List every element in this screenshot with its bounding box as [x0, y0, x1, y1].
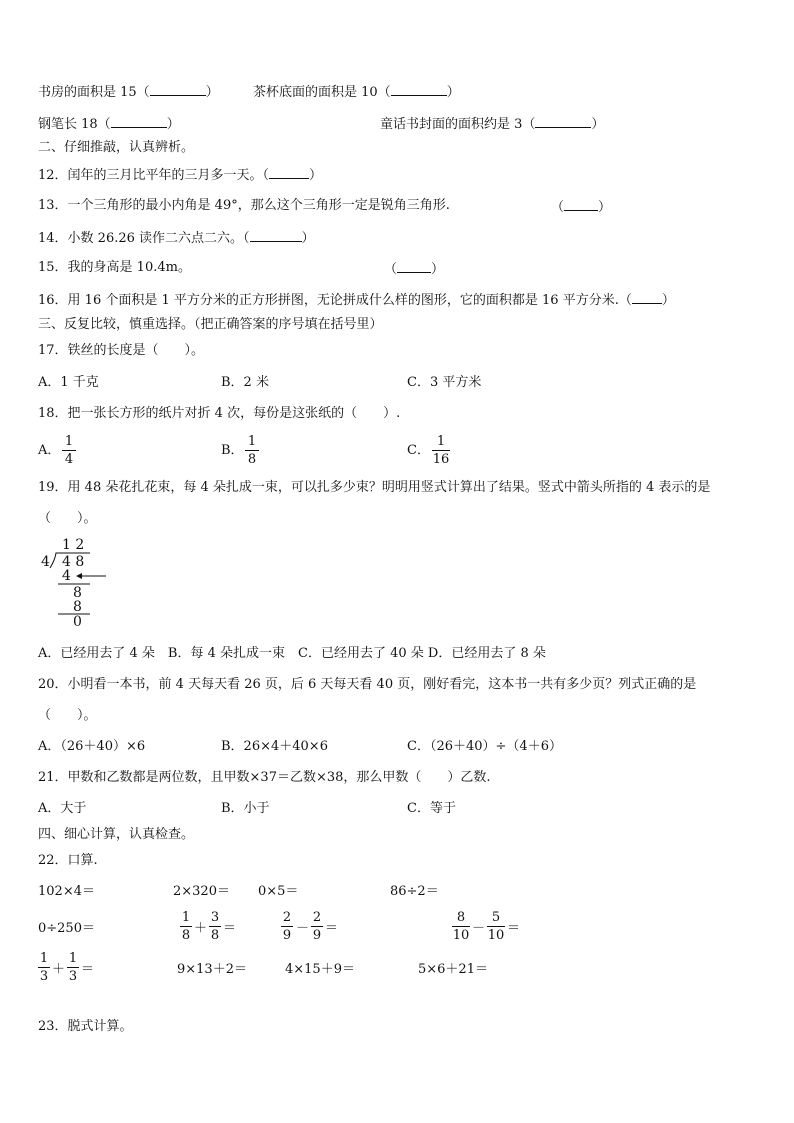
section-2-title: 二、仔细推敲，认真辨析。: [38, 140, 195, 155]
fraction: 1 8: [181, 910, 191, 943]
question-15-bracket: （ ）: [384, 262, 445, 277]
fill-book-cover: 童话书封面的面积约是 3（ ）: [380, 117, 605, 132]
mental-calc-item: 5×6＋21＝: [418, 962, 488, 977]
question-14: 14．小数 26.26 读作二六点二六。（ ）: [38, 231, 315, 246]
section-4-title: 四、细心计算，认真检查。: [38, 827, 195, 842]
mental-calc-item: 0×5＝: [258, 884, 299, 899]
equals: ＝: [223, 921, 237, 936]
question-17: 17．铁丝的长度是（ ）。: [38, 343, 205, 358]
question-21: 21．甲数和乙数都是两位数，且甲数×37＝乙数×38，那么甲数（ ）乙数.: [38, 770, 491, 785]
option-a[interactable]: A．大于: [38, 801, 87, 816]
option-a[interactable]: A．（26＋40）×6: [38, 739, 146, 754]
option-b-fraction: 1 8: [245, 434, 259, 467]
question-19-bracket: （ ）。: [38, 511, 97, 526]
question-22-title: 22．口算.: [38, 853, 98, 868]
question-20: 20．小明看一本书，前 4 天每天看 26 页，后 6 天每天看 40 页，刚好看完，这本书一共有多少页？列式正确的是: [38, 677, 697, 692]
answer-blank[interactable]: [111, 115, 167, 128]
fraction: 3 8: [210, 910, 220, 943]
option-c-label[interactable]: C．: [407, 443, 430, 458]
fill-pen-length: 钢笔长 18（ ）: [38, 117, 180, 132]
quotient: 1 2: [62, 537, 85, 553]
question-12: 12．闰年的三月比平年的三月多一天。（ ）: [38, 168, 323, 183]
equals: ＝: [81, 962, 95, 977]
answer-blank[interactable]: [564, 198, 598, 211]
option-b[interactable]: B．小于: [221, 801, 270, 816]
option-a-fraction: 1 4: [62, 434, 76, 467]
question-16: 16．用 16 个面积是 1 平方分米的正方形拼图，无论拼成什么样的图形，它的面积都是 16 平方分米.（ ）: [38, 293, 675, 308]
fraction: 5 10: [487, 910, 505, 943]
fraction: 1 3: [39, 951, 49, 984]
operator: －: [296, 921, 310, 936]
option-b[interactable]: B．26×4＋40×6: [221, 739, 328, 754]
option-b[interactable]: B．2 米: [221, 375, 269, 390]
option-a[interactable]: A．1 千克: [38, 375, 99, 390]
option-b-label[interactable]: B．: [221, 443, 244, 458]
operator: －: [472, 921, 486, 936]
answer-blank[interactable]: [150, 83, 206, 96]
question-19-options[interactable]: A．已经用去了 4 朵 B．每 4 朵扎成一束 C．已经用去了 40 朵 D．已经用去了 8 朵: [38, 646, 546, 661]
mental-calc-item: 2×320＝: [173, 884, 230, 899]
fill-study-area: 书房的面积是 15（ ）: [38, 85, 219, 100]
option-c[interactable]: C．3 平方米: [407, 375, 482, 390]
fraction: 2 9: [282, 910, 292, 943]
question-18: 18．把一张长方形的纸片对折 4 次，每份是这张纸的（ ）.: [38, 406, 401, 421]
operator: ＋: [52, 962, 66, 977]
equals: ＝: [507, 921, 521, 936]
operator: ＋: [194, 921, 208, 936]
option-a-label[interactable]: A．: [38, 443, 61, 458]
fraction: 2 9: [312, 910, 322, 943]
answer-blank[interactable]: [391, 83, 447, 96]
remainder-1: 8: [73, 585, 82, 601]
section-3-title: 三、反复比较，慎重选择。（把正确答案的序号填在括号里）: [38, 317, 383, 332]
mental-calc-item: 86÷2＝: [390, 884, 439, 899]
answer-blank[interactable]: [632, 291, 662, 304]
equals: ＝: [325, 921, 339, 936]
answer-blank[interactable]: [269, 166, 309, 179]
question-23-title: 23．脱式计算。: [38, 1019, 133, 1034]
fraction: 1 3: [68, 951, 78, 984]
question-13-bracket: （ ）: [551, 200, 612, 215]
mental-calc-item: 9×13＋2＝: [177, 962, 247, 977]
remainder-2: 0: [73, 614, 82, 630]
option-c[interactable]: C．（26＋40）÷（4＋6）: [407, 739, 562, 754]
divisor: 4: [41, 554, 50, 570]
question-19: 19．用 48 朵花扎花束，每 4 朵扎成一束，可以扎多少束？明明用竖式计算出了结果。竖式中箭头所指的 4 表示的是: [38, 480, 711, 495]
mental-calc-item: 0÷250＝: [38, 921, 95, 936]
mental-calc-item: 4×15＋9＝: [285, 962, 355, 977]
long-division-diagram: [38, 538, 118, 630]
answer-blank[interactable]: [535, 115, 591, 128]
fill-cup-area: 茶杯底面的面积是 10（ ）: [253, 85, 460, 100]
fraction: 8 10: [452, 910, 470, 943]
answer-blank[interactable]: [250, 229, 302, 242]
answer-blank[interactable]: [397, 260, 431, 273]
dividend: 4 8: [62, 554, 85, 570]
question-13: 13．一个三角形的最小内角是 49°，那么这个三角形一定是锐角三角形.: [38, 198, 450, 213]
question-20-bracket: （ ）。: [38, 708, 97, 723]
question-15: 15．我的身高是 10.4m。: [38, 260, 191, 275]
subtrahend-arrow-4: 4: [62, 568, 71, 584]
mental-calc-item: 102×4＝: [38, 884, 95, 899]
option-c-fraction: 1 16: [432, 434, 450, 467]
option-c[interactable]: C．等于: [407, 801, 456, 816]
subtrahend-2: 8: [73, 599, 82, 615]
